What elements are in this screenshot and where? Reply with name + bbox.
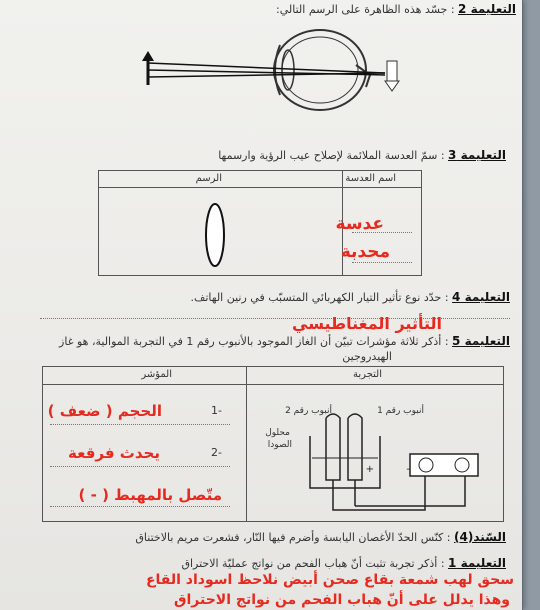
convex-lens-icon (200, 200, 230, 270)
solution-label-2: الصودا (267, 440, 292, 450)
indicator-row-1-dots (50, 424, 230, 425)
q5-text-cont: الهيدروجين (342, 350, 392, 363)
support4-text: : كنّس الحدّ الأغصان اليابسة وأضرم فيها النّار، فشعرت مريم بالاختناق (135, 531, 451, 544)
indicator-header: المؤشر (141, 369, 172, 380)
q5-label: التعليمة 5 (452, 334, 510, 348)
experiment-table-header-line (42, 384, 503, 385)
q1-answer-line2: وهذا يدلل على أنّ هباب الفحم من نواتج الاحتراق (173, 592, 510, 608)
q3-text: : سمّ العدسة الملائمة لإصلاح عيب الرؤية وارسمها (218, 149, 445, 162)
q3-label: التعليمة 3 (448, 148, 506, 162)
battery (410, 454, 478, 476)
lens-answer-line2: محدبة (340, 242, 390, 262)
tube-2-label: أنبوب رقم 2 (285, 406, 332, 416)
q1-line (181, 556, 506, 570)
q4-text: : حدّد نوع تأثير التيار الكهربائي المتسبّب في رنين الهاتف. (190, 291, 449, 304)
q2-line (276, 2, 516, 16)
eye-diagram (130, 25, 420, 115)
support4-label: السّند(4) (454, 530, 506, 544)
q2-text: : جسّد هذه الظاهرة على الرسم التالي: (276, 3, 455, 16)
indicator-row-2-dots (50, 466, 230, 467)
q4-label: التعليمة 4 (452, 290, 510, 304)
lens-answer-line1: عدسة (335, 214, 384, 234)
test-tube-1 (348, 414, 362, 506)
q1-answer-line1: سحق لهب شمعة بقاع صحن أبيض نلاحظ اسوداد القاع (145, 572, 514, 588)
indicator-row-1-answer: الحجم ( ضعف ) (47, 402, 162, 420)
battery-minus-sign: - (406, 464, 410, 475)
q2-label: التعليمة 2 (458, 2, 516, 16)
q4-answer: التأثير المغناطيسي (292, 314, 442, 333)
q1-text: : أذكر تجربة تثبت أنّ هباب الفحم من نواتج عمليّة الاحتراق (181, 557, 445, 570)
page-edge-line (522, 0, 523, 610)
light-rays (148, 63, 385, 77)
tube-1-label: أنبوب رقم 1 (377, 406, 424, 416)
lens-drawing-header: الرسم (195, 173, 222, 184)
experiment-header: التجربة (353, 369, 382, 380)
lens-answer-dots-2 (352, 262, 412, 263)
q5-line (59, 334, 510, 348)
test-tube-2 (326, 414, 340, 498)
indicator-row-2-num: -2 (211, 446, 222, 459)
beaker (310, 436, 380, 488)
solution-label-1: محلول (265, 428, 290, 438)
q3-line (218, 148, 506, 162)
indicator-row-3-answer: متّصل بالمهبط ( - ) (78, 486, 222, 504)
indicator-row-1-num: -1 (211, 404, 222, 417)
q1-label: التعليمة 1 (448, 556, 506, 570)
indicator-row-3-dots (50, 506, 230, 507)
q5-text: : أذكر ثلاثة مؤشرات تبيّن أن الغاز الموجود بالأنبوب رقم 1 في التجربة الموالية، هو غاز (59, 335, 449, 348)
indicator-row-2-answer: يحدث فرقعة (68, 444, 160, 462)
lens-name-header: اسم العدسة (345, 173, 396, 184)
support4-line (135, 530, 506, 544)
circuit-wires (333, 476, 465, 510)
battery-plus-sign: + (365, 464, 374, 475)
q4-line (190, 290, 510, 304)
lens-table-header-line (98, 187, 421, 188)
image-arrow (385, 61, 399, 91)
experiment-table-col-divider (246, 366, 247, 521)
object-arrow (142, 51, 154, 85)
